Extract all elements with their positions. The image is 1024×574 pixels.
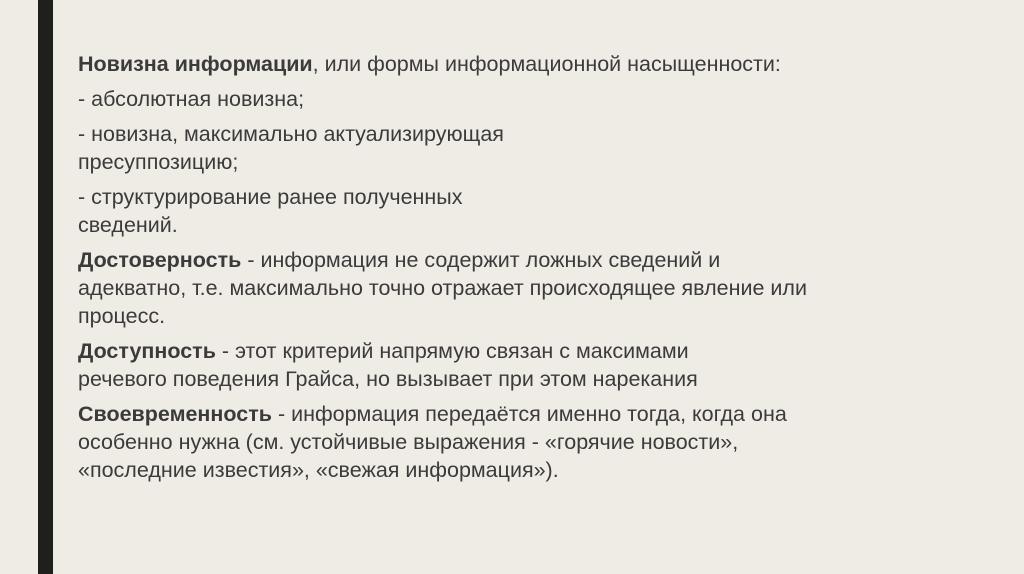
- paragraph-novelty: [78, 50, 998, 78]
- paragraph-absolute-novelty: [78, 85, 998, 113]
- paragraph-presupposition: [78, 120, 998, 176]
- paragraph-timeliness: [78, 400, 998, 484]
- paragraph-accessibility: [78, 337, 998, 393]
- term-novelty: Новизна информации: [78, 52, 313, 76]
- term-reliability: Достоверность: [78, 248, 242, 272]
- slide-content: [78, 50, 998, 491]
- term-accessibility: Доступность: [78, 339, 216, 363]
- timeliness-definition: - информация передаётся именно тогда, когда она особенно нужна (см. устойчивые выражения - «горячие новости», «последние известия», «свежая информация»).: [78, 402, 787, 482]
- structuring-item: - структурирование ранее полученных сведений.: [78, 185, 463, 237]
- paragraph-structuring: [78, 183, 998, 239]
- novelty-definition: , или формы информационной насыщенности:: [312, 52, 781, 76]
- reliability-definition: - информация не содержит ложных сведений и адекватно, т.е. максимально точно отражает происходящее явление или процесс.: [78, 248, 807, 328]
- term-timeliness: Своевременность: [78, 402, 272, 426]
- accessibility-definition: - этот критерий напрямую связан с максимами речевого поведения Грайса, но вызывает при этом нарекания: [78, 339, 698, 391]
- left-accent-bar: [38, 0, 53, 574]
- paragraph-reliability: [78, 246, 998, 330]
- absolute-novelty-item: - абсолютная новизна;: [78, 87, 305, 111]
- presupposition-item: - новизна, максимально актуализирующая пресуппозицию;: [78, 122, 504, 174]
